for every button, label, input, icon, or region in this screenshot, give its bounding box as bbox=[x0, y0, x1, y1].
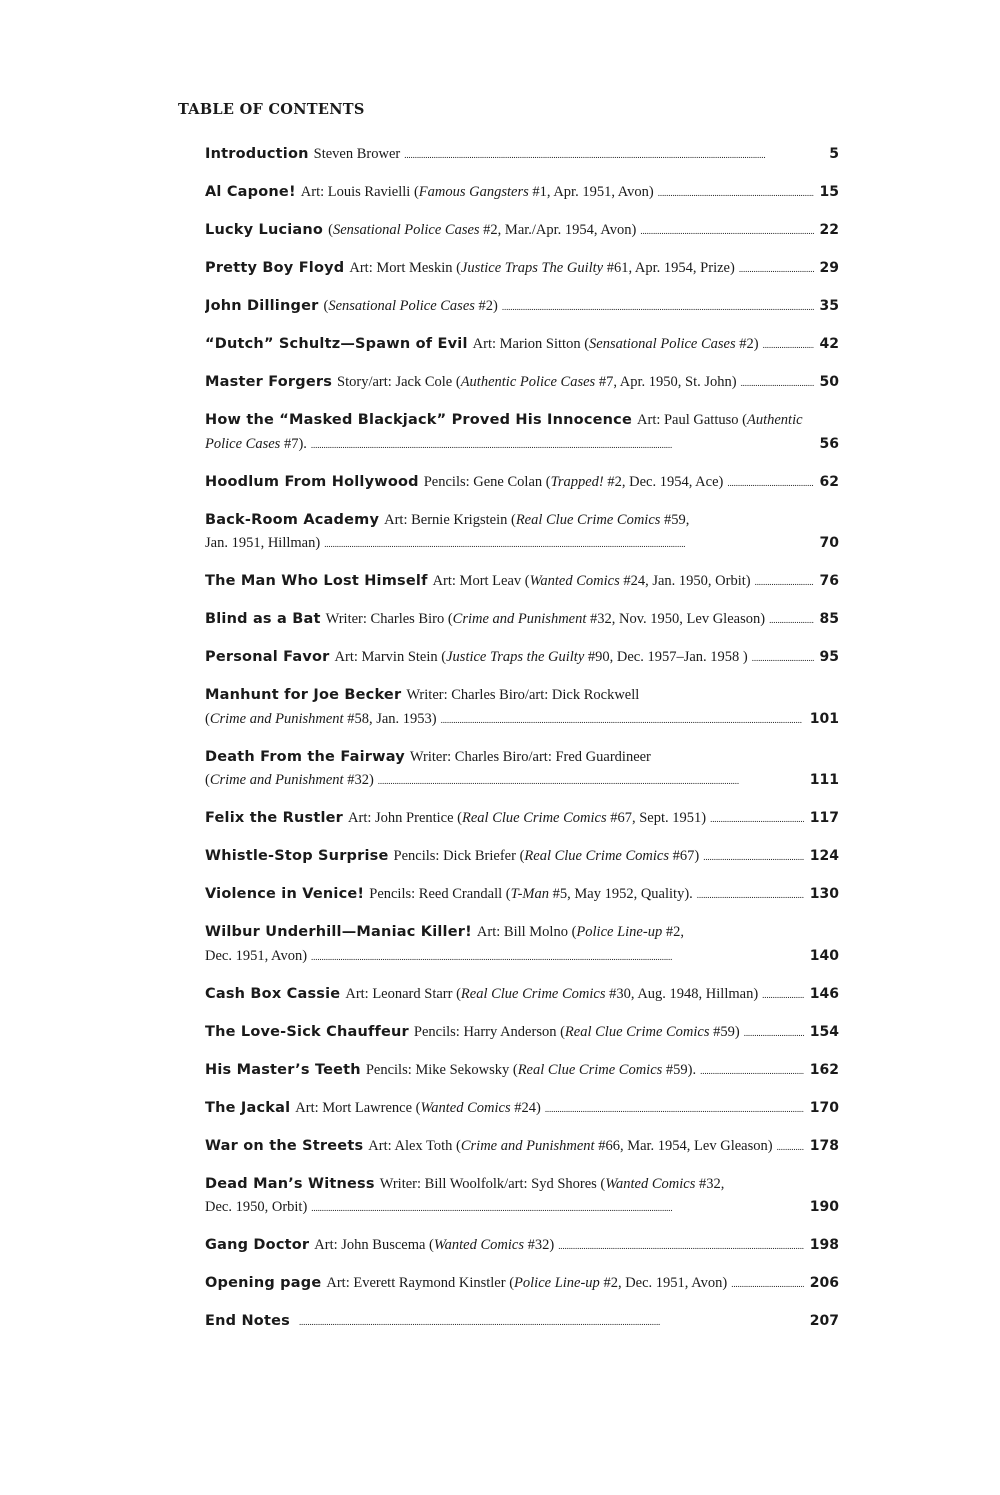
toc-entry-line bbox=[205, 471, 839, 495]
credit-text: Art: Everett Raymond Kinstler ( bbox=[326, 1275, 515, 1291]
entry-title: Introduction bbox=[205, 146, 309, 162]
dot-leader bbox=[441, 708, 804, 732]
entry-credits-continued bbox=[205, 1196, 307, 1220]
entry-title: Violence in Venice! bbox=[205, 886, 365, 902]
credit-text: #2) bbox=[735, 336, 759, 352]
page-number: 42 bbox=[819, 336, 839, 352]
toc-entry bbox=[205, 807, 839, 831]
toc-entry bbox=[205, 608, 839, 632]
page-number: 140 bbox=[809, 947, 839, 964]
toc-entry bbox=[205, 181, 839, 205]
credit-text: #67) bbox=[669, 848, 700, 864]
page-number: 198 bbox=[809, 1237, 839, 1253]
toc-entry-line bbox=[205, 1196, 839, 1220]
dot-leader bbox=[502, 295, 814, 319]
toc-entry-line bbox=[205, 433, 839, 457]
credit-text: ( bbox=[205, 710, 210, 727]
entry-title: The Jackal bbox=[205, 1099, 291, 1116]
toc-entry bbox=[205, 570, 839, 594]
credit-text: Writer: Charles Biro/art: Dick Rockwell bbox=[406, 687, 640, 703]
publication-title: Authentic bbox=[746, 412, 803, 428]
toc-entry bbox=[205, 845, 839, 869]
toc-entry-line bbox=[205, 708, 839, 732]
credit-text: #66, Mar. 1954, Lev Gleason) bbox=[594, 1137, 773, 1154]
entry-credits bbox=[314, 1234, 554, 1258]
entry-credits bbox=[637, 409, 803, 433]
entry-credits bbox=[394, 845, 700, 869]
credit-text: #58, Jan. 1953) bbox=[343, 710, 437, 727]
entry-title: Lucky Luciano bbox=[205, 222, 324, 238]
toc-entry bbox=[205, 1059, 839, 1083]
entry-credits-continued bbox=[205, 532, 320, 556]
toc-entry bbox=[205, 509, 839, 556]
entry-credits bbox=[348, 807, 706, 831]
entry-credits bbox=[380, 1173, 725, 1197]
credit-text: #32, bbox=[695, 1175, 725, 1192]
entry-credits bbox=[345, 983, 758, 1007]
entry-title: Master Forgers bbox=[205, 374, 333, 390]
toc-entry-line bbox=[205, 845, 839, 869]
entry-title: Hoodlum From Hollywood bbox=[205, 473, 419, 490]
toc-entry bbox=[205, 883, 839, 907]
entry-credits bbox=[335, 646, 748, 670]
publication-title: Justice Traps The Guilty bbox=[460, 260, 604, 276]
entry-credits bbox=[314, 143, 401, 167]
entry-title: Cash Box Cassie bbox=[205, 985, 341, 1002]
toc-entry-line bbox=[205, 333, 839, 357]
page-number: 5 bbox=[829, 146, 839, 162]
toc-entry-line bbox=[205, 295, 839, 319]
publication-title: Real Clue Crime Comics bbox=[524, 848, 669, 864]
credit-text: #32) bbox=[343, 772, 374, 788]
dot-leader bbox=[378, 769, 804, 793]
publication-title: Wanted Comics bbox=[433, 1237, 524, 1253]
toc-entry bbox=[205, 1234, 839, 1258]
credit-text: #24, Jan. 1950, Orbit) bbox=[619, 573, 751, 589]
credit-text: Art: Leonard Starr ( bbox=[345, 985, 461, 1002]
toc-entry-line bbox=[205, 570, 839, 594]
page-number: 124 bbox=[809, 848, 839, 864]
toc-entry bbox=[205, 983, 839, 1007]
entry-title: Pretty Boy Floyd bbox=[205, 260, 345, 276]
credit-text: Pencils: Reed Crandall ( bbox=[369, 886, 511, 902]
toc-entry-line bbox=[205, 257, 839, 281]
toc-entry-line bbox=[205, 181, 839, 205]
dot-leader bbox=[404, 143, 823, 167]
credit-text: Dec. 1951, Avon) bbox=[205, 947, 308, 964]
publication-title: Famous Gangsters bbox=[418, 184, 529, 200]
dot-leader bbox=[640, 219, 813, 243]
page-number: 162 bbox=[809, 1061, 839, 1078]
toc-entry-line bbox=[205, 143, 839, 167]
publication-title: Authentic Police Cases bbox=[460, 374, 596, 390]
dot-leader bbox=[558, 1234, 804, 1258]
credit-text: Art: Mort Lawrence ( bbox=[295, 1099, 421, 1116]
page-number: 170 bbox=[809, 1099, 839, 1116]
entry-credits bbox=[473, 333, 759, 357]
entry-credits bbox=[410, 746, 651, 770]
page-number: 50 bbox=[819, 374, 839, 390]
publication-title: Crime and Punishment bbox=[209, 772, 344, 788]
entry-title: Gang Doctor bbox=[205, 1237, 310, 1253]
publication-title: T-Man bbox=[510, 886, 549, 902]
credit-text: Art: Alex Toth ( bbox=[368, 1137, 461, 1154]
toc-entry bbox=[205, 409, 839, 456]
credit-text: ( bbox=[328, 222, 333, 238]
entry-title: Whistle-Stop Surprise bbox=[205, 848, 389, 864]
page-number: 101 bbox=[809, 710, 839, 727]
credit-text: Art: Mort Meskin ( bbox=[349, 260, 461, 276]
page-number: 85 bbox=[819, 611, 839, 627]
dot-leader bbox=[545, 1097, 804, 1121]
toc-entry-line bbox=[205, 409, 839, 433]
toc-entry-line bbox=[205, 1310, 839, 1334]
toc-entry bbox=[205, 371, 839, 395]
credit-text: Story/art: Jack Cole ( bbox=[337, 374, 461, 390]
page-number: 29 bbox=[819, 260, 839, 276]
credit-text: #90, Dec. 1957–Jan. 1958 ) bbox=[584, 649, 748, 665]
entry-credits bbox=[369, 883, 693, 907]
publication-title: Crime and Punishment bbox=[452, 611, 587, 627]
entry-title: The Man Who Lost Himself bbox=[205, 573, 428, 589]
dot-leader bbox=[311, 945, 804, 969]
page-number: 190 bbox=[809, 1199, 839, 1215]
credit-text: #32) bbox=[523, 1237, 555, 1253]
entry-credits bbox=[326, 608, 765, 632]
dot-leader bbox=[700, 1059, 804, 1083]
entry-title: John Dillinger bbox=[205, 298, 319, 314]
publication-title: Trapped! bbox=[550, 473, 604, 490]
credit-text: #7). bbox=[280, 435, 307, 452]
publication-title: Sensational Police Cases bbox=[332, 222, 480, 238]
toc-entry bbox=[205, 1097, 839, 1121]
publication-title: Real Clue Crime Comics bbox=[564, 1023, 710, 1040]
toc-entry-line bbox=[205, 1272, 839, 1296]
toc-entry-line bbox=[205, 807, 839, 831]
toc-entry-line bbox=[205, 1059, 839, 1083]
publication-title: Police Line-up bbox=[576, 924, 663, 940]
entry-credits bbox=[295, 1097, 541, 1121]
page-number: 62 bbox=[819, 473, 839, 490]
entry-title: Wilbur Underhill—Maniac Killer! bbox=[205, 924, 472, 940]
toc-entry bbox=[205, 219, 839, 243]
entry-title: His Master’s Teeth bbox=[205, 1061, 361, 1078]
credit-text: #30, Aug. 1948, Hillman) bbox=[605, 985, 759, 1002]
entry-title: War on the Streets bbox=[205, 1137, 364, 1154]
publication-title: Wanted Comics bbox=[605, 1175, 696, 1192]
toc-entry bbox=[205, 1173, 839, 1220]
publication-title: Crime and Punishment bbox=[460, 1137, 595, 1154]
toc-entry-line bbox=[205, 371, 839, 395]
page-number: 56 bbox=[819, 435, 839, 452]
entry-credits bbox=[414, 1021, 740, 1045]
entry-credits bbox=[477, 921, 684, 945]
page-number: 178 bbox=[809, 1137, 839, 1154]
dot-leader bbox=[710, 807, 804, 831]
toc-entry bbox=[205, 1272, 839, 1296]
page-number: 154 bbox=[809, 1023, 839, 1040]
dot-leader bbox=[763, 333, 814, 357]
dot-leader bbox=[739, 257, 814, 281]
page-number: 146 bbox=[809, 985, 839, 1002]
page-number: 207 bbox=[809, 1313, 839, 1329]
entry-title: Manhunt for Joe Becker bbox=[205, 687, 402, 703]
credit-text: Art: Marion Sitton ( bbox=[472, 336, 590, 352]
credit-text: Art: John Prentice ( bbox=[348, 810, 463, 826]
credit-text: Jan. 1951, Hillman) bbox=[205, 535, 321, 551]
toc-entry bbox=[205, 646, 839, 670]
credit-text: Writer: Charles Biro/art: Fred Guardineer bbox=[409, 748, 651, 765]
dot-leader bbox=[311, 433, 814, 457]
credit-text: #7, Apr. 1950, St. John) bbox=[595, 374, 737, 390]
toc-entry-line bbox=[205, 883, 839, 907]
table-of-contents bbox=[205, 143, 839, 1348]
entry-credits bbox=[326, 1272, 727, 1296]
toc-entry-line bbox=[205, 769, 839, 793]
toc-entry-line bbox=[205, 983, 839, 1007]
entry-title: The Love-Sick Chauffeur bbox=[205, 1023, 409, 1040]
publication-title: Police Cases bbox=[205, 435, 281, 452]
toc-entry bbox=[205, 1135, 839, 1159]
entry-title: Back-Room Academy bbox=[205, 511, 380, 528]
page-number: 35 bbox=[819, 298, 839, 314]
credit-text: Dec. 1950, Orbit) bbox=[205, 1199, 308, 1215]
credit-text: #59). bbox=[662, 1061, 697, 1078]
credit-text: Art: Marvin Stein ( bbox=[334, 649, 447, 665]
credit-text: #32, Nov. 1950, Lev Gleason) bbox=[586, 611, 766, 627]
page-number: 76 bbox=[819, 573, 839, 589]
dot-leader bbox=[762, 983, 804, 1007]
credit-text: Art: John Buscema ( bbox=[314, 1237, 434, 1253]
dot-leader bbox=[744, 1021, 804, 1045]
credit-text: #2, Dec. 1951, Avon) bbox=[599, 1275, 728, 1291]
credit-text: Pencils: Gene Colan ( bbox=[423, 473, 551, 490]
toc-entry-line bbox=[205, 684, 839, 708]
dot-leader bbox=[703, 845, 804, 869]
entry-credits bbox=[406, 684, 639, 708]
entry-credits bbox=[384, 509, 689, 533]
credit-text: Writer: Charles Biro ( bbox=[325, 611, 453, 627]
credit-text: #2, bbox=[662, 924, 684, 940]
toc-entry bbox=[205, 1310, 839, 1334]
toc-entry bbox=[205, 143, 839, 167]
entry-title: Dead Man’s Witness bbox=[205, 1175, 375, 1192]
toc-entry bbox=[205, 921, 839, 968]
publication-title: Crime and Punishment bbox=[209, 710, 344, 727]
entry-title: Opening page bbox=[205, 1275, 322, 1291]
dot-leader bbox=[731, 1272, 804, 1296]
entry-title: Personal Favor bbox=[205, 649, 330, 665]
dot-leader bbox=[777, 1135, 804, 1159]
dot-leader bbox=[658, 181, 814, 205]
credit-text: #59, bbox=[660, 511, 690, 528]
entry-title: Al Capone! bbox=[205, 184, 296, 200]
page-heading: TABLE OF CONTENTS bbox=[178, 101, 365, 118]
credit-text: #24) bbox=[510, 1099, 541, 1116]
page-number: 111 bbox=[809, 772, 839, 788]
entry-credits bbox=[433, 570, 751, 594]
dot-leader bbox=[697, 883, 804, 907]
toc-entry bbox=[205, 746, 839, 793]
credit-text: Art: Bill Molno ( bbox=[476, 924, 577, 940]
credit-text: #2) bbox=[474, 298, 498, 314]
publication-title: Real Clue Crime Comics bbox=[515, 511, 661, 528]
credit-text: #61, Apr. 1954, Prize) bbox=[603, 260, 735, 276]
entry-credits-continued bbox=[205, 433, 307, 457]
dot-leader bbox=[752, 646, 814, 670]
credit-text: Art: Bernie Krigstein ( bbox=[384, 511, 516, 528]
publication-title: Real Clue Crime Comics bbox=[462, 810, 607, 826]
credit-text: Steven Brower bbox=[313, 146, 401, 162]
entry-credits bbox=[301, 181, 654, 205]
publication-title: Police Line-up bbox=[514, 1275, 600, 1291]
credit-text: #1, Apr. 1951, Avon) bbox=[528, 184, 654, 200]
credit-text: Pencils: Dick Briefer ( bbox=[393, 848, 525, 864]
dot-leader bbox=[299, 1310, 804, 1334]
toc-entry-line bbox=[205, 509, 839, 533]
credit-text: #2, Dec. 1954, Ace) bbox=[603, 473, 724, 490]
toc-entry-line bbox=[205, 945, 839, 969]
toc-entry-line bbox=[205, 532, 839, 556]
publication-title: Wanted Comics bbox=[529, 573, 620, 589]
publication-title: Real Clue Crime Comics bbox=[460, 985, 606, 1002]
toc-entry-line bbox=[205, 1135, 839, 1159]
toc-entry-line bbox=[205, 746, 839, 770]
page-number: 95 bbox=[819, 649, 839, 665]
credit-text: Pencils: Harry Anderson ( bbox=[413, 1023, 565, 1040]
credit-text: #67, Sept. 1951) bbox=[606, 810, 707, 826]
dot-leader bbox=[324, 532, 813, 556]
toc-entry-line bbox=[205, 1234, 839, 1258]
credit-text: Pencils: Mike Sekowsky ( bbox=[365, 1061, 518, 1078]
toc-entry bbox=[205, 471, 839, 495]
page-number: 70 bbox=[819, 535, 839, 551]
page-number: 22 bbox=[819, 222, 839, 238]
entry-credits bbox=[368, 1135, 772, 1159]
entry-title: How the “Masked Blackjack” Proved His Innocence bbox=[205, 412, 633, 428]
toc-entry bbox=[205, 257, 839, 281]
dot-leader bbox=[769, 608, 813, 632]
entry-credits bbox=[366, 1059, 696, 1083]
toc-entry bbox=[205, 333, 839, 357]
toc-entry bbox=[205, 684, 839, 731]
toc-entry-line bbox=[205, 646, 839, 670]
publication-title: Wanted Comics bbox=[420, 1099, 511, 1116]
credit-text: ( bbox=[323, 298, 329, 314]
entry-title: “Dutch” Schultz—Spawn of Evil bbox=[205, 336, 468, 352]
credit-text: Writer: Bill Woolfolk/art: Syd Shores ( bbox=[379, 1175, 606, 1192]
credit-text: #2, Mar./Apr. 1954, Avon) bbox=[479, 222, 637, 238]
entry-credits bbox=[323, 295, 497, 319]
publication-title: Real Clue Crime Comics bbox=[517, 1061, 663, 1078]
dot-leader bbox=[741, 371, 814, 395]
page-number: 206 bbox=[809, 1275, 839, 1291]
toc-entry-line bbox=[205, 1097, 839, 1121]
entry-title: Blind as a Bat bbox=[205, 611, 321, 627]
credit-text: #5, May 1952, Quality). bbox=[549, 886, 693, 902]
toc-entry bbox=[205, 1021, 839, 1045]
entry-credits-continued bbox=[205, 769, 374, 793]
entry-credits bbox=[349, 257, 734, 281]
page-number: 130 bbox=[809, 886, 839, 902]
entry-credits-continued bbox=[205, 708, 437, 732]
credit-text: Art: Mort Leav ( bbox=[432, 573, 530, 589]
publication-title: Sensational Police Cases bbox=[589, 336, 736, 352]
publication-title: Justice Traps the Guilty bbox=[446, 649, 585, 665]
entry-title: End Notes bbox=[205, 1313, 290, 1329]
credit-text: #59) bbox=[709, 1023, 740, 1040]
toc-entry-line bbox=[205, 1021, 839, 1045]
page-number: 15 bbox=[819, 184, 839, 200]
entry-credits bbox=[328, 219, 636, 243]
toc-entry-line bbox=[205, 219, 839, 243]
credit-text: Art: Paul Gattuso ( bbox=[637, 412, 747, 428]
toc-entry-line bbox=[205, 1173, 839, 1197]
entry-credits bbox=[424, 471, 724, 495]
entry-title: Death From the Fairway bbox=[205, 748, 405, 765]
credit-text: ( bbox=[205, 772, 210, 788]
dot-leader bbox=[727, 471, 813, 495]
dot-leader bbox=[755, 570, 814, 594]
page-number: 117 bbox=[809, 810, 839, 826]
entry-credits-continued bbox=[205, 945, 307, 969]
toc-entry bbox=[205, 295, 839, 319]
entry-credits bbox=[337, 371, 737, 395]
toc-entry-line bbox=[205, 921, 839, 945]
entry-title: Felix the Rustler bbox=[205, 810, 344, 826]
toc-entry-line bbox=[205, 608, 839, 632]
publication-title: Sensational Police Cases bbox=[328, 298, 475, 314]
dot-leader bbox=[311, 1196, 803, 1220]
credit-text: Art: Louis Ravielli ( bbox=[300, 184, 419, 200]
